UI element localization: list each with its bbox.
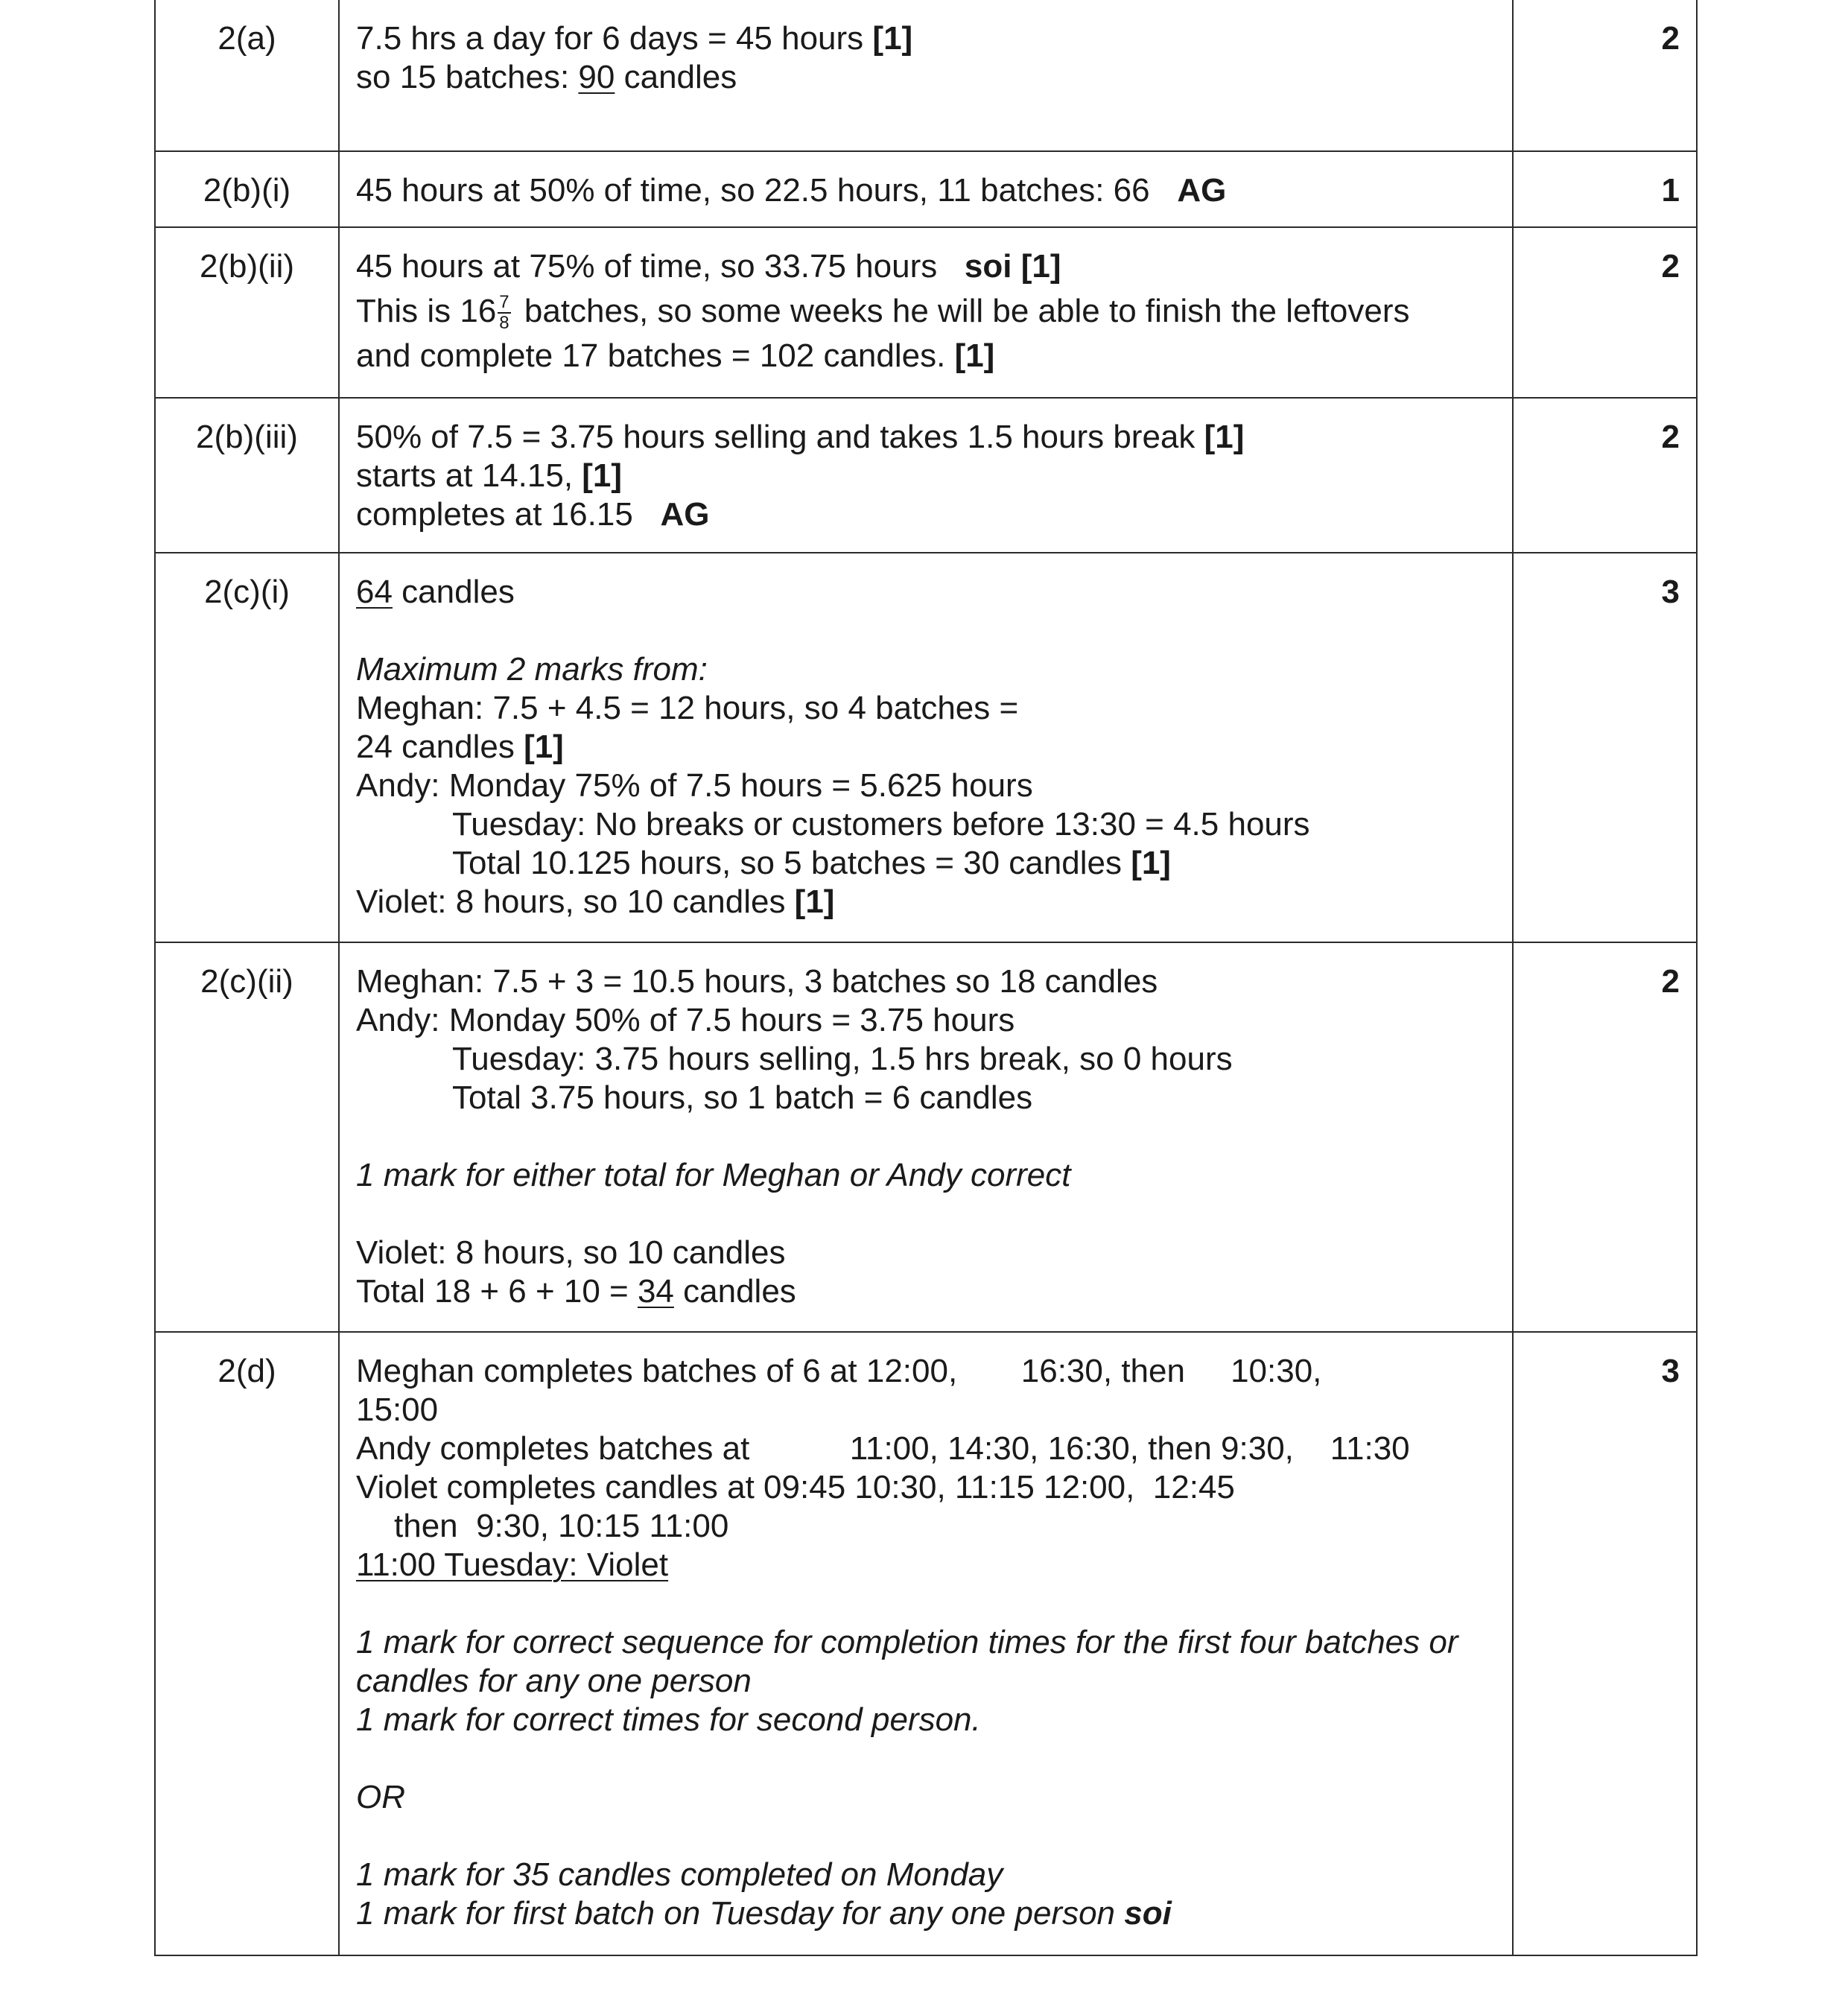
answer-text: then 9:30, 10:15 11:00: [394, 1508, 729, 1544]
question-number: 2(c)(i): [155, 553, 339, 942]
marks-value: 2: [1513, 227, 1697, 398]
mark-tag: [1]: [524, 729, 564, 765]
table-row: [155, 553, 1697, 942]
guidance-text: 1 mark for either total for Meghan or Andy correct: [356, 1157, 1071, 1193]
answer-cell: [339, 553, 1513, 942]
mark-tag: soi: [1124, 1895, 1172, 1932]
marks-value: 2: [1513, 0, 1697, 151]
fraction: [498, 293, 510, 333]
guidance-text: candles for any one person: [356, 1663, 752, 1699]
answer-text: Violet: 8 hours, so 10 candles: [356, 883, 795, 920]
answer-cell: [339, 227, 1513, 398]
question-number: 2(c)(ii): [155, 942, 339, 1332]
question-number: 2(b)(iii): [155, 398, 339, 553]
answer-text: Meghan: 7.5 + 3 = 10.5 hours, 3 batches so 18 candles: [356, 963, 1158, 1000]
marks-value: 3: [1513, 1332, 1697, 1955]
answer-cell: [339, 398, 1513, 553]
answer-text: so 15 batches:: [356, 59, 579, 95]
answer-text: Total 3.75 hours, so 1 batch = 6 candles: [452, 1079, 1033, 1116]
answer-cell: [339, 151, 1513, 227]
answer-text: Tuesday: 3.75 hours selling, 1.5 hrs break, so 0 hours: [452, 1041, 1233, 1077]
fraction-numerator: 7: [499, 292, 509, 313]
answer-text: Andy: Monday 75% of 7.5 hours = 5.625 hours: [356, 767, 1033, 804]
question-number: 2(b)(ii): [155, 227, 339, 398]
answer-text: Andy completes batches at 11:00, 14:30, 16:30, then 9:30, 11:30: [356, 1430, 1410, 1467]
table-row: [155, 151, 1697, 227]
mark-tag: [1]: [1204, 419, 1245, 455]
answer-text: 45 hours at 75% of time, so 33.75 hours: [356, 248, 965, 285]
answer-text: 50% of 7.5 = 3.75 hours selling and takes 1.5 hours break: [356, 419, 1204, 455]
answer-text: batches, so some weeks he will be able to finish the leftovers: [515, 293, 1410, 329]
mark-tag: [1]: [794, 883, 835, 920]
answer-text: Tuesday: No breaks or customers before 13:30 = 4.5 hours: [452, 806, 1310, 843]
answer-value: 34: [637, 1273, 674, 1310]
answer-text: candles: [673, 1273, 796, 1310]
question-number: 2(a): [155, 0, 339, 151]
answer-text: 24 candles: [356, 729, 524, 765]
fraction-denominator: 8: [499, 313, 509, 334]
table-row: [155, 398, 1697, 553]
answer-text: 7.5 hrs a day for 6 days = 45 hours: [356, 20, 873, 57]
mark-tag: [1]: [1131, 845, 1171, 881]
answer-text: Total 10.125 hours, so 5 batches = 30 candles: [452, 845, 1131, 881]
answer-value: 90: [578, 59, 615, 95]
answer-text: Violet: 8 hours, so 10 candles: [356, 1234, 786, 1271]
answer-value: 64: [356, 574, 393, 610]
answer-text: 15:00: [356, 1392, 439, 1428]
mark-tag: [1]: [872, 20, 913, 57]
answer-text: completes at 16.15: [356, 496, 661, 533]
marks-value: 1: [1513, 151, 1697, 227]
question-number: 2(d): [155, 1332, 339, 1955]
guidance-text: OR: [356, 1779, 405, 1815]
mark-tag: AG: [1177, 172, 1227, 209]
answer-cell: [339, 942, 1513, 1332]
guidance-text: 1 mark for correct times for second person.: [356, 1701, 981, 1738]
answer-text: starts at 14.15,: [356, 457, 582, 494]
answer-conclusion: 11:00 Tuesday: Violet: [356, 1546, 669, 1583]
answer-text: and complete 17 batches = 102 candles.: [356, 337, 955, 374]
answer-text: Meghan completes batches of 6 at 12:00, 16:30, then 10:30,: [356, 1353, 1322, 1389]
answer-text: candles: [392, 574, 515, 610]
answer-text: Meghan: 7.5 + 4.5 = 12 hours, so 4 batches =: [356, 690, 1019, 726]
guidance-text: Maximum 2 marks from:: [356, 651, 708, 688]
answer-text: Andy: Monday 50% of 7.5 hours = 3.75 hours: [356, 1002, 1015, 1038]
mark-tag: AG: [660, 496, 710, 533]
guidance-text: 1 mark for correct sequence for completion times for the first four batches or: [356, 1624, 1458, 1660]
answer-text: This is 16: [356, 293, 497, 329]
marks-value: 3: [1513, 553, 1697, 942]
answer-cell: [339, 1332, 1513, 1955]
mark-scheme-table: [154, 0, 1698, 1956]
table-row: [155, 942, 1697, 1332]
answer-text: Violet completes candles at 09:45 10:30, 11:15 12:00, 12:45: [356, 1469, 1235, 1505]
answer-cell: [339, 0, 1513, 151]
guidance-text: 1 mark for 35 candles completed on Monday: [356, 1856, 1003, 1893]
answer-text: 45 hours at 50% of time, so 22.5 hours, 11 batches: 66: [356, 172, 1178, 209]
guidance-text: 1 mark for first batch on Tuesday for any one person: [356, 1895, 1125, 1932]
marks-value: 2: [1513, 942, 1697, 1332]
table-row: [155, 1332, 1697, 1955]
mark-tag: soi [1]: [964, 248, 1061, 285]
table-row: [155, 227, 1697, 398]
mark-tag: [1]: [954, 337, 995, 374]
question-number: 2(b)(i): [155, 151, 339, 227]
marks-value: 2: [1513, 398, 1697, 553]
answer-text: Total 18 + 6 + 10 =: [356, 1273, 638, 1310]
mark-tag: [1]: [582, 457, 623, 494]
answer-text: candles: [615, 59, 737, 95]
table-row: [155, 0, 1697, 151]
